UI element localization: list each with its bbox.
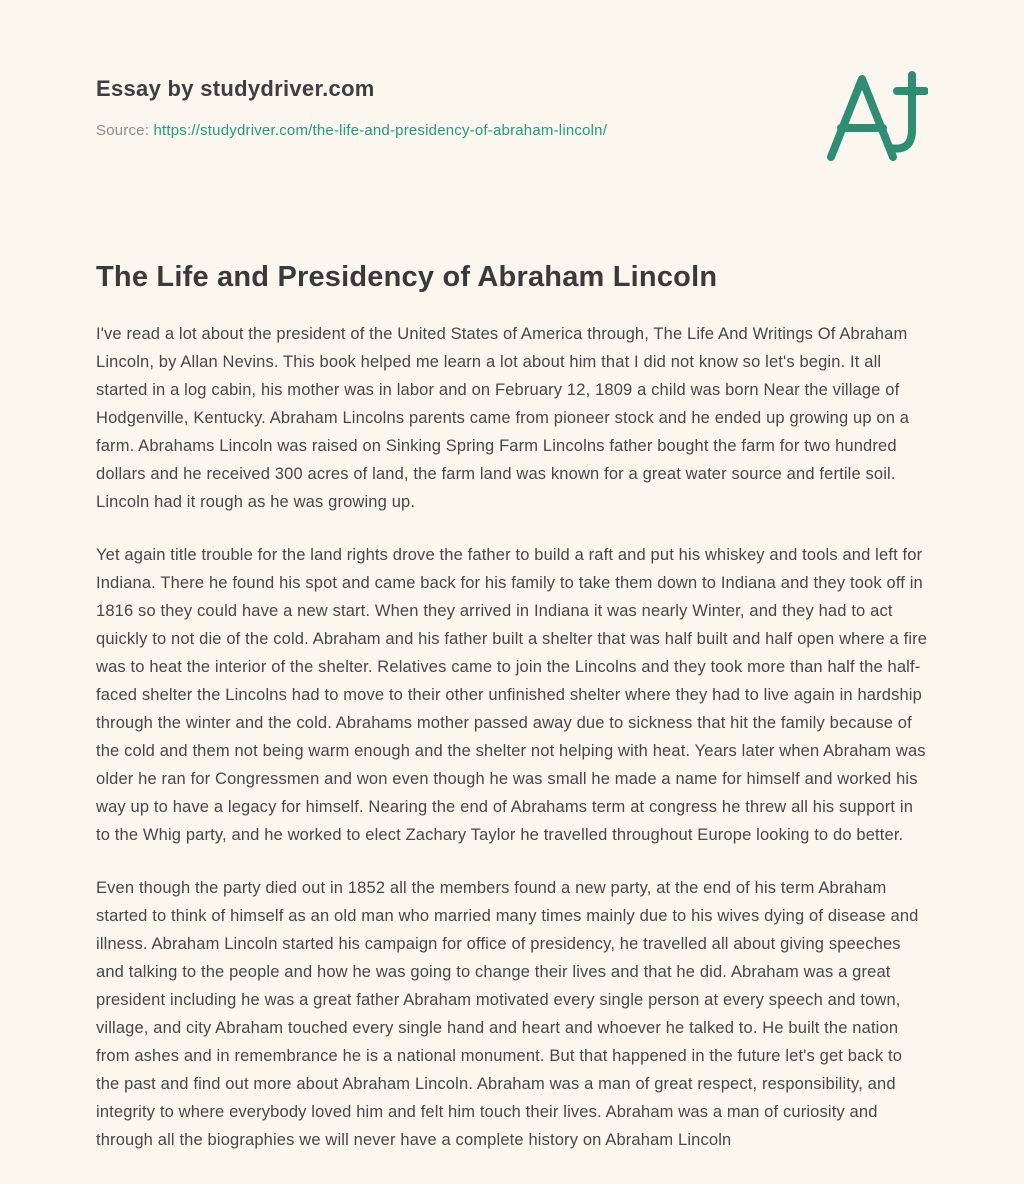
essay-title: The Life and Presidency of Abraham Lincoln [96,261,718,293]
essay-paragraph-2: Yet again title trouble for the land rights drove the father to build a raft and put his whiskey and tools and left for Indiana. There he found his spot and came back for his family to take them down to Indiana and they took off in 1816 so they could have a new start. When they arrived in Indiana it was nearly Winter, and they had to act quickly to not die of the cold. Abraham and his father built a shelter that was half built and half open where a fire was to heat the interior of the shelter. Relatives came to join the Lincolns and they took more than half the half-faced shelter the Lincolns had to move to their other unfinished shelter where they had to live again in hardship through the winter and the cold. Abrahams mother passed away due to sickness that hit the family because of the cold and them not being warm enough and the shelter not helping with heat. Years later when Abraham was older he ran for Congressmen and won even though he was small he made a name for himself and worked his way up to have a legacy for himself. Nearing the end of Abrahams term at congress he threw all his support in to the Whig party, and he worked to elect Zachary Taylor he travelled throughout Europe looking to do better. [96,546,928,844]
studydriver-logo [824,70,928,162]
essay-paragraph-3: Even though the party died out in 1852 all the members found a new party, at the end of his term Abraham started to think of himself as an old man who married many times mainly due to his wives dying of disease and illness. Abraham Lincoln started his campaign for office of presidency, he travelled all about giving speeches and talking to the people and how he was going to change their lives and that he did. Abraham was a great president including he was a great father Abraham motivated every single person at every speech and town, village, and city Abraham touched every single hand and heart and whoever he talked to. He built the nation from ashes and in remembrance he is a national monument. But that happened in the future let's get back to the past and find out more about Abraham Lincoln. Abraham was a man of great respect, responsibility, and integrity to where everybody loved him and felt him touch their lives. Abraham was a man of curiosity and through all the biographies we will never have a complete history on Abraham Lincoln [96,879,919,1149]
source-label: Source: [96,122,150,139]
essay-article [96,261,928,1154]
source-link[interactable]: https://studydriver.com/the-life-and-presidency-of-abraham-lincoln/ [153,122,608,139]
studydriver-logo-icon [824,70,928,162]
page-header [96,76,928,139]
essay-paragraph-1: I've read a lot about the president of the United States of America through, The Life And Writings Of Abraham Lincoln, by Allan Nevins. This book helped me learn a lot about him that I did not know so let's begin. It all started in a log cabin, his mother was in labor and on February 12, 1809 a child was born Near the village of Hodgenville, Kentucky. Abraham Lincolns parents came from pioneer stock and he ended up growing up on a farm. Abrahams Lincoln was raised on Sinking Spring Farm Lincolns father bought the farm for two hundred dollars and he received 300 acres of land, the farm land was known for a great water source and fertile soil. Lincoln had it rough as he was growing up. [96,325,910,511]
source-line [96,122,928,139]
essay-byline: Essay by studydriver.com [96,76,375,101]
